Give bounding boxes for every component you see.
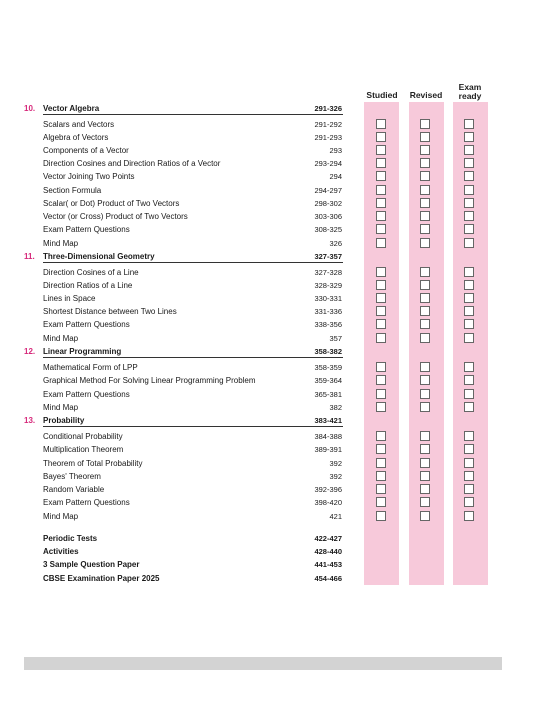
studied-checkbox[interactable] (376, 145, 386, 155)
studied-checkbox[interactable] (376, 511, 386, 521)
page-range: 392 (329, 472, 342, 481)
revised-checkbox[interactable] (420, 306, 430, 316)
page-range: 326 (329, 239, 342, 248)
studied-checkbox[interactable] (376, 484, 386, 494)
exam-ready-checkbox[interactable] (464, 280, 474, 290)
topic-row (0, 118, 537, 131)
topic-title: Mathematical Form of LPP (43, 363, 138, 372)
studied-checkbox[interactable] (376, 171, 386, 181)
page-range: 398-420 (314, 498, 342, 507)
studied-checkbox[interactable] (376, 293, 386, 303)
chapter-title: Vector Algebra (43, 104, 100, 113)
page-range: 365-381 (314, 390, 342, 399)
studied-checkbox[interactable] (376, 267, 386, 277)
studied-checkbox[interactable] (376, 402, 386, 412)
topic-title: Theorem of Total Probability (43, 459, 143, 468)
topic-row (0, 470, 537, 483)
studied-column-header: Studied (366, 90, 398, 100)
studied-checkbox[interactable] (376, 198, 386, 208)
topic-row (0, 157, 537, 170)
revised-checkbox[interactable] (420, 497, 430, 507)
exam-ready-checkbox[interactable] (464, 185, 474, 195)
exam-ready-checkbox[interactable] (464, 171, 474, 181)
revised-checkbox[interactable] (420, 224, 430, 234)
chapter-divider (43, 114, 343, 115)
exam-ready-checkbox[interactable] (464, 375, 474, 385)
topic-title: Graphical Method For Solving Linear Programming Problem (43, 376, 256, 385)
exam-ready-checkbox[interactable] (464, 497, 474, 507)
chapter-divider (43, 357, 343, 358)
topic-title: Scalar( or Dot) Product of Two Vectors (43, 199, 180, 208)
chapter-number: 12. (24, 347, 36, 356)
page-range: 357 (329, 334, 342, 343)
studied-checkbox[interactable] (376, 158, 386, 168)
topic-row (0, 483, 537, 496)
topic-title: Mind Map (43, 239, 79, 248)
appendix-row (0, 545, 537, 558)
exam-ready-checkbox[interactable] (464, 389, 474, 399)
topic-row (0, 144, 537, 157)
chapter-divider (43, 262, 343, 263)
appendix-row (0, 572, 537, 585)
topic-title: Activities (43, 547, 79, 556)
exam-ready-checkbox[interactable] (464, 145, 474, 155)
topic-row (0, 510, 537, 523)
topic-row (0, 237, 537, 250)
revised-checkbox[interactable] (420, 333, 430, 343)
studied-checkbox[interactable] (376, 119, 386, 129)
page-range: 358-382 (314, 347, 342, 356)
page-range: 303-306 (314, 212, 342, 221)
topic-title: Conditional Probability (43, 432, 123, 441)
revised-checkbox[interactable] (420, 280, 430, 290)
appendix-row (0, 532, 537, 545)
topic-title: Shortest Distance between Two Lines (43, 307, 177, 316)
topic-title: Lines in Space (43, 294, 96, 303)
topic-row (0, 361, 537, 374)
topic-row (0, 332, 537, 345)
topic-row (0, 266, 537, 279)
topic-row (0, 170, 537, 183)
page-range: 331-336 (314, 307, 342, 316)
revised-checkbox[interactable] (420, 458, 430, 468)
page-range: 294-297 (314, 186, 342, 195)
topic-title: Exam Pattern Questions (43, 390, 130, 399)
footer-bar (24, 657, 502, 670)
chapter-title: Probability (43, 416, 85, 425)
topic-title: Mind Map (43, 403, 79, 412)
studied-checkbox[interactable] (376, 224, 386, 234)
revised-checkbox[interactable] (420, 293, 430, 303)
page-range: 298-302 (314, 199, 342, 208)
topic-row (0, 184, 537, 197)
page-range: 327-357 (314, 252, 342, 261)
chapter-number: 13. (24, 416, 36, 425)
topic-row (0, 496, 537, 509)
page-range: 330-331 (314, 294, 342, 303)
revised-checkbox[interactable] (420, 484, 430, 494)
studied-checkbox[interactable] (376, 431, 386, 441)
revised-checkbox[interactable] (420, 402, 430, 412)
exam-ready-checkbox[interactable] (464, 306, 474, 316)
studied-checkbox[interactable] (376, 471, 386, 481)
topic-title: Multiplication Theorem (43, 445, 124, 454)
topic-title: CBSE Examination Paper 2025 (43, 574, 160, 583)
page-range: 389-391 (314, 445, 342, 454)
revised-checkbox[interactable] (420, 511, 430, 521)
chapter-row (0, 250, 537, 263)
studied-checkbox[interactable] (376, 497, 386, 507)
topic-title: Vector Joining Two Points (43, 172, 135, 181)
page-range: 291-292 (314, 120, 342, 129)
studied-checkbox[interactable] (376, 319, 386, 329)
topic-title: Random Variable (43, 485, 105, 494)
revised-checkbox[interactable] (420, 158, 430, 168)
revised-checkbox[interactable] (420, 375, 430, 385)
exam-ready-checkbox[interactable] (464, 267, 474, 277)
page-range: 293-294 (314, 159, 342, 168)
revised-checkbox[interactable] (420, 185, 430, 195)
exam-ready-column-header: Exam ready (458, 82, 482, 101)
chapter-title: Linear Programming (43, 347, 122, 356)
revised-checkbox[interactable] (420, 132, 430, 142)
appendix-row (0, 558, 537, 571)
page-range: 294 (329, 172, 342, 181)
topic-title: Exam Pattern Questions (43, 320, 130, 329)
page-range: 359-364 (314, 376, 342, 385)
studied-checkbox[interactable] (376, 280, 386, 290)
topic-title: 3 Sample Question Paper (43, 560, 140, 569)
exam-ready-checkbox[interactable] (464, 224, 474, 234)
page-range: 392 (329, 459, 342, 468)
topic-title: Components of a Vector (43, 146, 129, 155)
topic-row (0, 457, 537, 470)
topic-title: Direction Ratios of a Line (43, 281, 133, 290)
topic-row (0, 305, 537, 318)
studied-checkbox[interactable] (376, 185, 386, 195)
exam-ready-checkbox[interactable] (464, 333, 474, 343)
chapter-title: Three-Dimensional Geometry (43, 252, 155, 261)
topic-title: Exam Pattern Questions (43, 225, 130, 234)
page-range: 293 (329, 146, 342, 155)
page-range: 291-326 (314, 104, 342, 113)
topic-title: Direction Cosines and Direction Ratios of a Vector (43, 159, 221, 168)
studied-checkbox[interactable] (376, 132, 386, 142)
page-range: 454-466 (314, 574, 342, 583)
chapter-divider (43, 426, 343, 427)
exam-ready-checkbox[interactable] (464, 119, 474, 129)
exam-ready-checkbox[interactable] (464, 362, 474, 372)
exam-ready-checkbox[interactable] (464, 293, 474, 303)
page-range: 422-427 (314, 534, 342, 543)
page-range: 308-325 (314, 225, 342, 234)
topic-row (0, 430, 537, 443)
topic-title: Section Formula (43, 186, 102, 195)
exam-ready-checkbox[interactable] (464, 132, 474, 142)
exam-ready-checkbox[interactable] (464, 431, 474, 441)
studied-checkbox[interactable] (376, 458, 386, 468)
exam-ready-checkbox[interactable] (464, 158, 474, 168)
topic-row (0, 388, 537, 401)
page-range: 428-440 (314, 547, 342, 556)
exam-ready-checkbox[interactable] (464, 484, 474, 494)
topic-row (0, 197, 537, 210)
studied-checkbox[interactable] (376, 238, 386, 248)
revised-checkbox[interactable] (420, 145, 430, 155)
page-range: 338-356 (314, 320, 342, 329)
page-range: 441-453 (314, 560, 342, 569)
revised-checkbox[interactable] (420, 171, 430, 181)
studied-checkbox[interactable] (376, 389, 386, 399)
revised-checkbox[interactable] (420, 119, 430, 129)
revised-checkbox[interactable] (420, 267, 430, 277)
exam-ready-checkbox[interactable] (464, 402, 474, 412)
topic-row (0, 292, 537, 305)
page-range: 328-329 (314, 281, 342, 290)
topic-row (0, 318, 537, 331)
exam-ready-checkbox[interactable] (464, 511, 474, 521)
revised-column-header: Revised (409, 90, 443, 100)
topic-title: Periodic Tests (43, 534, 98, 543)
page-range: 384-388 (314, 432, 342, 441)
topic-title: Scalars and Vectors (43, 120, 115, 129)
chapter-row (0, 414, 537, 427)
revised-checkbox[interactable] (420, 198, 430, 208)
page-range: 291-293 (314, 133, 342, 142)
topic-title: Algebra of Vectors (43, 133, 109, 142)
exam-ready-checkbox[interactable] (464, 471, 474, 481)
topic-title: Direction Cosines of a Line (43, 268, 139, 277)
revised-checkbox[interactable] (420, 389, 430, 399)
topic-title: Mind Map (43, 512, 79, 521)
exam-ready-checkbox[interactable] (464, 444, 474, 454)
revised-checkbox[interactable] (420, 238, 430, 248)
topic-title: Vector (or Cross) Product of Two Vectors (43, 212, 188, 221)
topic-row (0, 131, 537, 144)
topic-row (0, 210, 537, 223)
topic-row (0, 279, 537, 292)
revised-checkbox[interactable] (420, 444, 430, 454)
revised-checkbox[interactable] (420, 319, 430, 329)
topic-title: Exam Pattern Questions (43, 498, 130, 507)
chapter-row (0, 345, 537, 358)
page-range: 392-396 (314, 485, 342, 494)
topic-row (0, 223, 537, 236)
chapter-number: 10. (24, 104, 36, 113)
studied-checkbox[interactable] (376, 444, 386, 454)
page-range: 421 (329, 512, 342, 521)
page-range: 382 (329, 403, 342, 412)
topic-row (0, 401, 537, 414)
revised-checkbox[interactable] (420, 471, 430, 481)
topic-row (0, 374, 537, 387)
topic-row (0, 443, 537, 456)
page-range: 327-328 (314, 268, 342, 277)
revised-checkbox[interactable] (420, 211, 430, 221)
page-range: 358-359 (314, 363, 342, 372)
page-range: 383-421 (314, 416, 342, 425)
studied-checkbox[interactable] (376, 306, 386, 316)
topic-title: Bayes' Theorem (43, 472, 101, 481)
topic-title: Mind Map (43, 334, 79, 343)
exam-ready-checkbox[interactable] (464, 198, 474, 208)
studied-checkbox[interactable] (376, 211, 386, 221)
revised-checkbox[interactable] (420, 362, 430, 372)
exam-ready-checkbox[interactable] (464, 458, 474, 468)
revised-checkbox[interactable] (420, 431, 430, 441)
exam-ready-checkbox[interactable] (464, 319, 474, 329)
exam-ready-checkbox[interactable] (464, 211, 474, 221)
chapter-row (0, 102, 537, 115)
studied-checkbox[interactable] (376, 333, 386, 343)
exam-ready-checkbox[interactable] (464, 238, 474, 248)
chapter-number: 11. (24, 252, 35, 261)
studied-checkbox[interactable] (376, 362, 386, 372)
studied-checkbox[interactable] (376, 375, 386, 385)
